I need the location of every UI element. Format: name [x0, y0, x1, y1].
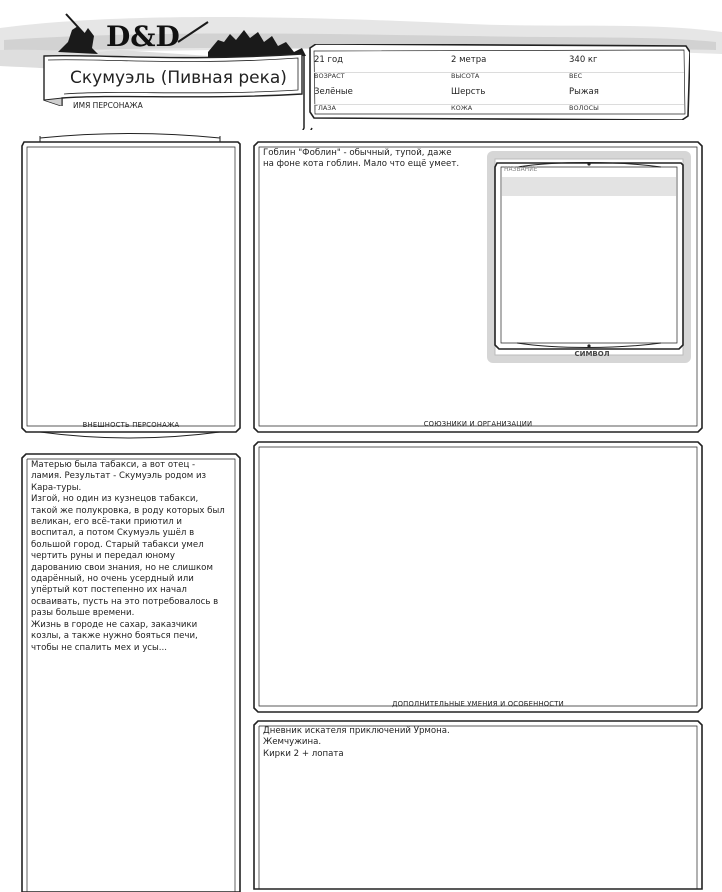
hair-value[interactable]: Рыжая — [569, 87, 599, 97]
treasure-panel[interactable] — [252, 719, 704, 889]
hair-label: ВОЛОСЫ — [569, 104, 599, 112]
appearance-label: ВНЕШНОСТЬ ПЕРСОНАЖА — [82, 421, 180, 429]
weight-label: ВЕС — [569, 72, 583, 80]
eyes-label: ГЛАЗА — [314, 104, 336, 112]
logo-text: D&D — [106, 20, 180, 53]
allies-text[interactable]: Гоблин "Фоблин" - обычный, тупой, даже на фоне кота гоблин. Мало что ещё умеет. — [263, 148, 460, 170]
symbol-name-input[interactable] — [502, 177, 676, 196]
backstory-panel[interactable] — [20, 452, 242, 892]
age-value[interactable]: 21 год — [314, 55, 344, 65]
features-panel[interactable] — [252, 440, 704, 714]
eyes-value[interactable]: Зелёные — [314, 87, 353, 97]
character-name-label: ИМЯ ПЕРСОНАЖА — [73, 101, 143, 110]
features-label: ДОПОЛНИТЕЛЬНЫЕ УМЕНИЯ И ОСОБЕННОСТИ — [392, 700, 564, 708]
appearance-panel[interactable] — [20, 132, 242, 442]
height-label: ВЫСОТА — [451, 72, 480, 80]
age-label: ВОЗРАСТ — [314, 72, 345, 80]
character-info-box — [308, 44, 690, 120]
backstory-text[interactable]: Матерью была табакси, а вот отец - ламия. Результат - Скумуэль родом из Кара-туры. Изгой, но один из кузнецов табакси, такой же полукровка, в роду которых был великан, его всё-таки приютил и воспитал, а потом Скумуэль ушёл в большой город. Старый табакси умел чертить руны и передал юному дарованию свои знания, но не слишком одарённый, но очень усердный или упёртый кот постепенно их начал осваивать, пусть на это потребовалось в разы больше времени. Жизнь в городе не сахар, заказчики козлы, а также нужно бояться печи, чтобы не спалить мех и усы... — [31, 460, 225, 653]
symbol-name-label: НАЗВАНИЕ — [504, 166, 538, 173]
symbol-label: СИМВОЛ — [574, 350, 610, 358]
skin-value[interactable]: Шерсть — [451, 87, 486, 97]
height-value[interactable]: 2 метра — [451, 55, 487, 65]
character-name[interactable]: Скумуэль (Пивная река) — [70, 68, 287, 88]
weight-value[interactable]: 340 кг — [569, 55, 598, 65]
treasure-text[interactable]: Дневник искателя приключений Урмона. Жемчужина. Кирки 2 + лопата — [263, 726, 450, 759]
skin-label: КОЖА — [451, 104, 473, 112]
allies-label: СОЮЗНИКИ И ОРГАНИЗАЦИИ — [423, 420, 533, 428]
